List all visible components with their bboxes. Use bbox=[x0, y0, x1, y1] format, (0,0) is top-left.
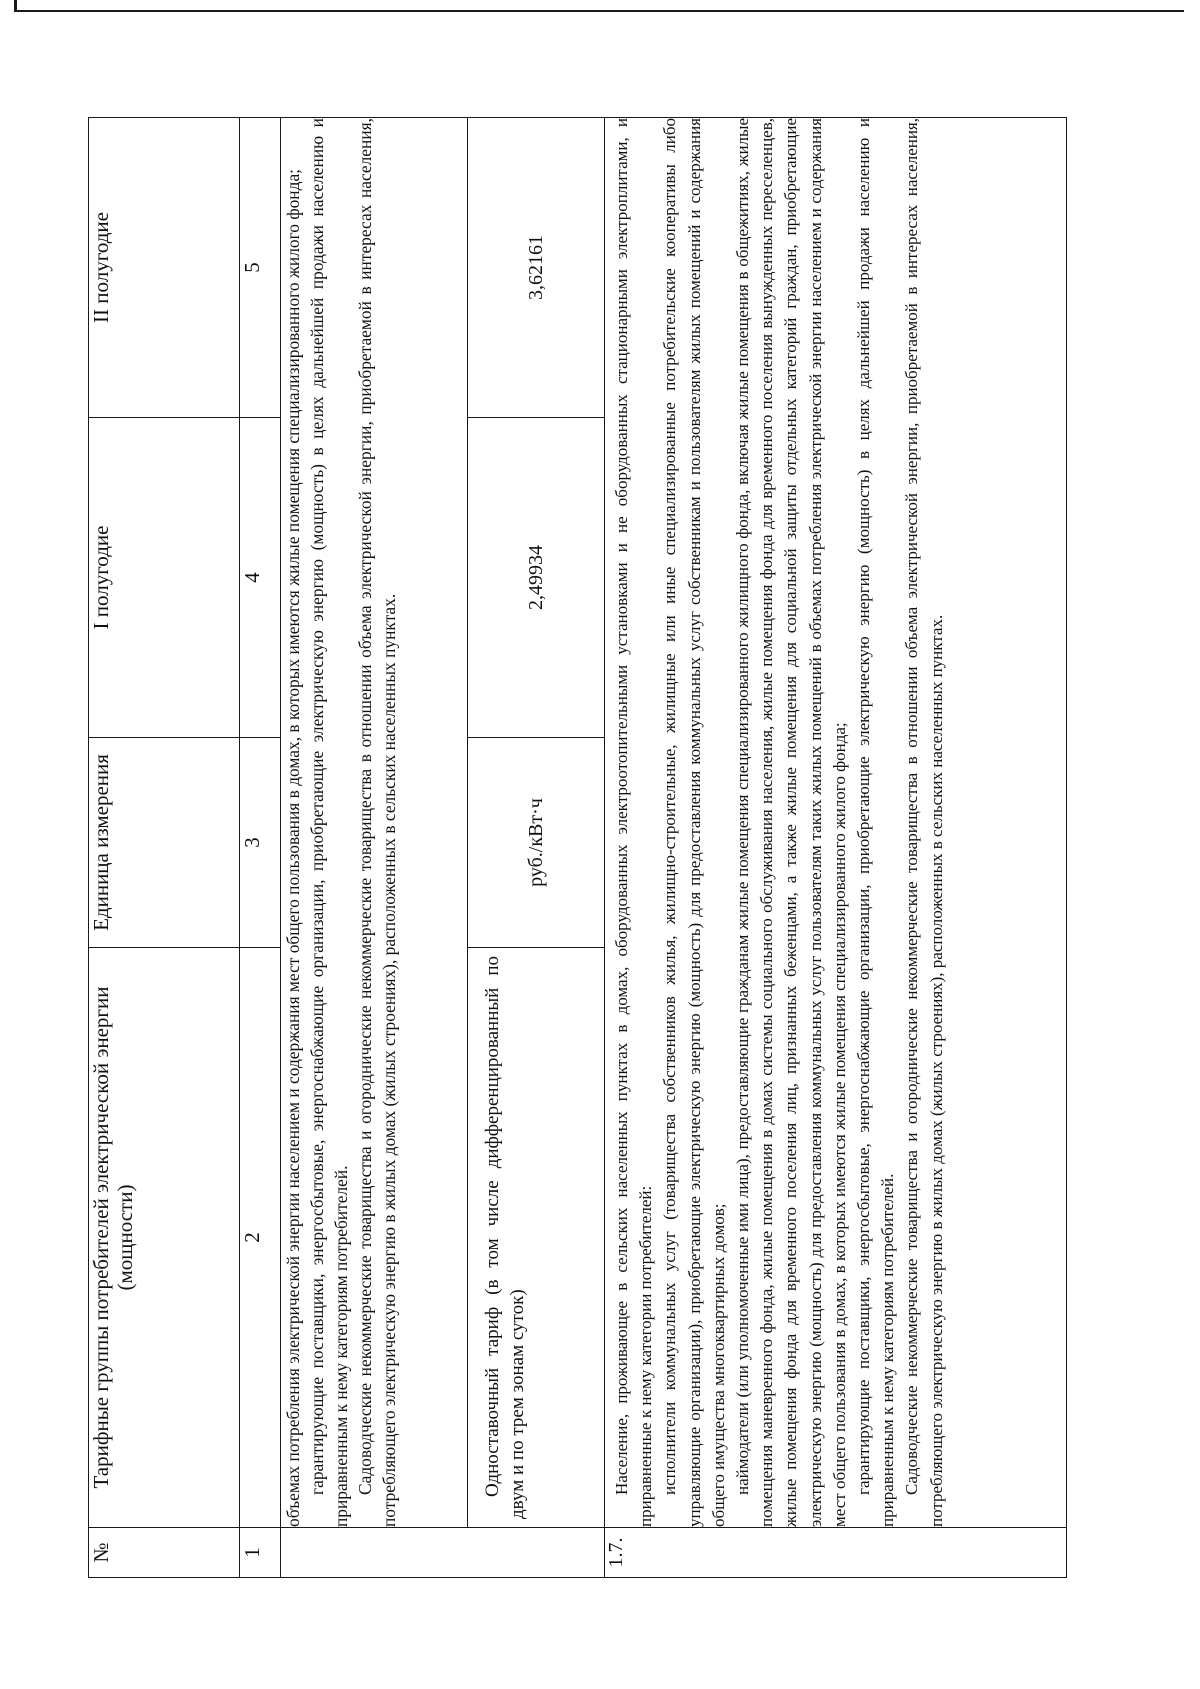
description-paragraph: гарантирующие поставщики, энергосбытовые, энергоснабжающие организации, приобретающие электрическую энергию (мощность) в целях дальнейшей продажи населению и приравненным к нему категориям потребителей. bbox=[307, 118, 351, 1527]
tariff-row bbox=[468, 118, 605, 1578]
description-paragraph: Население, проживающее в сельских населенных пунктах в домах, оборудованных электроотопительными установками и не оборудованных стационарными электроплитами, и приравненные к нему категории потребителей: bbox=[612, 118, 656, 1527]
tariff-table bbox=[88, 117, 1067, 1578]
column-number: 4 bbox=[240, 418, 281, 738]
description-paragraph: Садоводческие некоммерческие товарищества и огороднические некоммерческие товарищества в отношении объема электрической энергии, приобретаемой в интересах населения, потребляющего электрическую энергию в жилых домах (жилых строениях), расположенных в сельских населенных пунктах. bbox=[355, 118, 399, 1527]
row-number-empty bbox=[281, 1528, 605, 1578]
column-number: 1 bbox=[240, 1528, 281, 1578]
description-paragraph: Садоводческие некоммерческие товарищества и огороднические некоммерческие товарищества в отношении объема электрической энергии, приобретаемой в интересах населения, потребляющего электрическую энергию в жилых домах (жилых строениях), расположенных в сельских населенных пунктах. bbox=[902, 118, 946, 1527]
row-number: 1.7. bbox=[605, 1528, 1067, 1578]
rotated-page-content bbox=[88, 118, 946, 1578]
tariff-second-half-value: 3,62161 bbox=[468, 118, 605, 418]
table-header-row bbox=[89, 118, 240, 1578]
column-number-row bbox=[240, 118, 281, 1578]
description-paragraph: гарантирующие поставщики, энергосбытовые, энергоснабжающие организации, приобретающие электрическую энергию (мощность) в целях дальнейшей продажи населению и приравненным к нему категориям потребителей. bbox=[854, 118, 898, 1527]
header-first-half-year: I полугодие bbox=[89, 418, 240, 738]
header-second-half-year: II полугодие bbox=[89, 118, 240, 418]
scan-edge-top bbox=[14, 10, 1184, 12]
column-number: 2 bbox=[240, 948, 281, 1528]
tariff-first-half-value: 2,49934 bbox=[468, 418, 605, 738]
consumer-description bbox=[605, 118, 1067, 1528]
table-row-1-7 bbox=[605, 118, 1067, 1578]
column-number: 5 bbox=[240, 118, 281, 418]
header-number: № bbox=[89, 1528, 240, 1578]
description-paragraph: наймодатели (или уполномоченные ими лица), предоставляющие гражданам жилые помещения специализированного жилищного фонда, включая жилые помещения в общежитиях, жилые помещения маневренного фонда, жилые помещения в домах системы социального обслуживания населения, жилые помещения фонда для временного поселения вынужденных переселенцев, жилые помещения фонда для временного поселения лиц, признанных беженцами, а также жилые помещения для социальной защиты отдельных категорий граждан, приобретающие электрическую энергию (мощность) для предоставления коммунальных услуг пользователям таких жилых помещений в объемах потребления электрической энергии населением и содержания мест общего пользования в домах, в которых имеются жилые помещения специализированного жилого фонда; bbox=[733, 118, 849, 1527]
table-row-continuation bbox=[281, 118, 468, 1578]
consumer-description-continued bbox=[281, 118, 468, 1528]
tariff-unit: руб./кВт·ч bbox=[468, 738, 605, 948]
header-consumer-group: Тарифные группы потребителей электрической энергии (мощности) bbox=[89, 948, 240, 1528]
description-paragraph: объемах потребления электрической энергии населением и содержания мест общего пользования в домах, в которых имеются жилые помещения специализированного жилого фонда; bbox=[283, 168, 303, 1527]
header-unit: Единица измерения bbox=[89, 738, 240, 948]
description-paragraph: исполнители коммунальных услуг (товарищества собственников жилья, жилищно-строительные, жилищные или иные специализированные потребительские кооперативы либо управляющие организации), приобретающие электрическую энергию (мощность) для предоставления коммунальных услуг собственникам и пользователям жилых помещений и содержания общего имущества многоквартирных домов; bbox=[660, 118, 728, 1527]
tariff-label: Одноставочный тариф (в том числе дифференцированный по двум и по трем зонам суток) bbox=[468, 948, 605, 1528]
column-number: 3 bbox=[240, 738, 281, 948]
